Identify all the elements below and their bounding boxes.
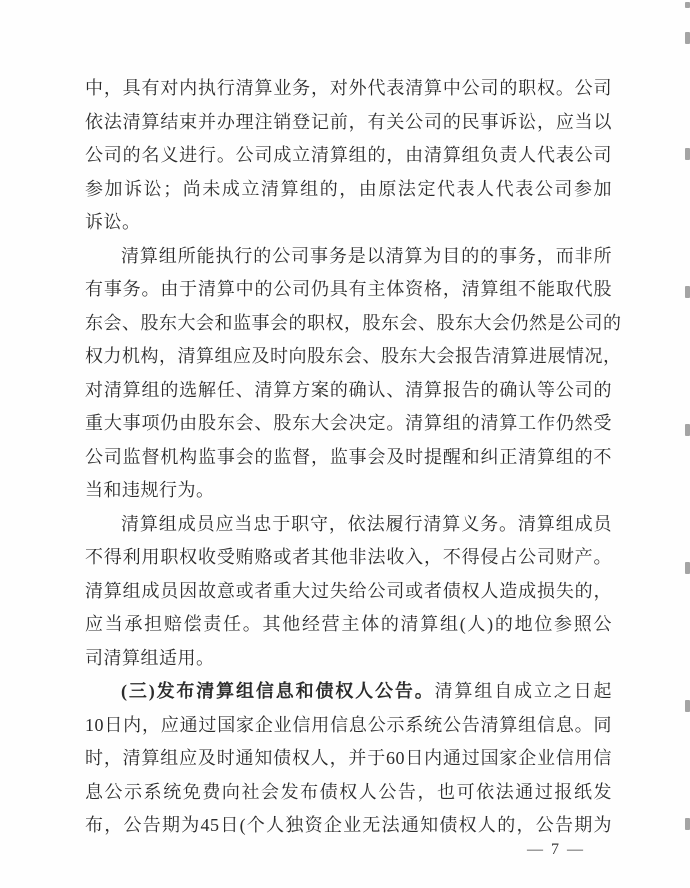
page-footer [527, 841, 585, 859]
text-line [85, 273, 612, 307]
text-line [85, 340, 622, 374]
text-segment: 司清算组适用。 [85, 647, 215, 668]
text-line [85, 72, 612, 106]
text-segment: 当和违规行为。 [85, 480, 215, 500]
scan-artifact-mark [685, 700, 690, 712]
text-segment: 息公示系统免费向社会发布债权人公告，也可依法通过报纸发 [85, 781, 612, 802]
section-heading: (三)发布清算组信息和债权人公告。 [121, 681, 435, 701]
text-segment: 清算组所能执行的公司事务是以清算为目的的事务，而非所 [121, 245, 612, 266]
text-segment: 中，具有对内执行清算业务，对外代表清算中公司的职权。公司 [85, 78, 612, 98]
text-segment: 不得利用职权收受贿赂或者其他非法收入，不得侵占公司财产。 [85, 547, 612, 567]
text-line [85, 441, 612, 475]
text-line [85, 474, 612, 508]
text-line [85, 206, 612, 240]
text-line [85, 608, 612, 642]
text-segment: 依法清算结束并办理注销登记前，有关公司的民事诉讼，应当以 [85, 111, 612, 132]
scan-artifact-mark [685, 818, 690, 830]
text-segment: 参加诉讼；尚未成立清算组的，由原法定代表人代表公司参加 [85, 178, 612, 199]
text-line [85, 709, 612, 743]
text-line [85, 240, 612, 274]
text-segment: 时，清算组应及时通知债权人，并于60日内通过国家企业信用信 [85, 748, 612, 768]
text-line [85, 139, 612, 173]
scan-artifact-mark [685, 286, 690, 298]
document-text-block [85, 72, 622, 843]
text-segment: 重大事项仍由股东会、股东大会决定。清算组的清算工作仍然受 [85, 413, 612, 433]
text-segment: 清算组成员应当忠于职守，依法履行清算义务。清算组成员 [121, 513, 612, 534]
text-line [85, 675, 612, 709]
text-segment: 布，公告期为45日(个人独资企业无法通知债权人的，公告期为 [85, 815, 612, 835]
text-segment: 权力机构，清算组应及时向股东会、股东大会报告清算进展情况， [85, 346, 622, 366]
text-line [85, 374, 612, 408]
text-segment: 清算组成员因故意或者重大过失给公司或者债权人造成损失的， [85, 580, 612, 601]
text-segment: 10日内，应通过国家企业信用信息公示系统公告清算组信息。同 [85, 714, 612, 735]
text-segment: 公司监督机构监事会的监督，监事会及时提醒和纠正清算组的不 [85, 446, 612, 467]
text-line [85, 642, 612, 676]
text-line [85, 776, 612, 810]
text-segment: 对清算组的选解任、清算方案的确认、清算报告的确认等公司的 [85, 379, 612, 400]
text-segment: 清算组自成立之日起 [434, 681, 612, 701]
scan-artifact-mark [685, 424, 690, 436]
text-line [85, 106, 612, 140]
scan-artifact-mark [685, 2, 690, 8]
text-segment: 公司的名义进行。公司成立清算组的，由清算组负责人代表公司 [85, 145, 612, 165]
text-segment: 诉讼。 [85, 212, 141, 232]
scan-artifact-mark [685, 32, 690, 44]
scan-artifact-mark [685, 562, 690, 574]
text-segment: 有事务。由于清算中的公司仍具有主体资格，清算组不能取代股 [85, 279, 612, 299]
text-line [85, 407, 612, 441]
text-line [85, 575, 612, 609]
text-segment: 应当承担赔偿责任。其他经营主体的清算组(人)的地位参照公 [85, 614, 612, 634]
text-segment: 东会、股东大会和监事会的职权，股东会、股东大会仍然是公司的 [85, 312, 622, 333]
text-line [85, 508, 612, 542]
text-line [85, 742, 612, 776]
page-number: — 7 — [527, 841, 585, 858]
text-line [85, 541, 612, 575]
scan-artifact-mark [685, 148, 690, 160]
text-line [85, 809, 612, 843]
text-line [85, 307, 622, 341]
text-line [85, 173, 612, 207]
